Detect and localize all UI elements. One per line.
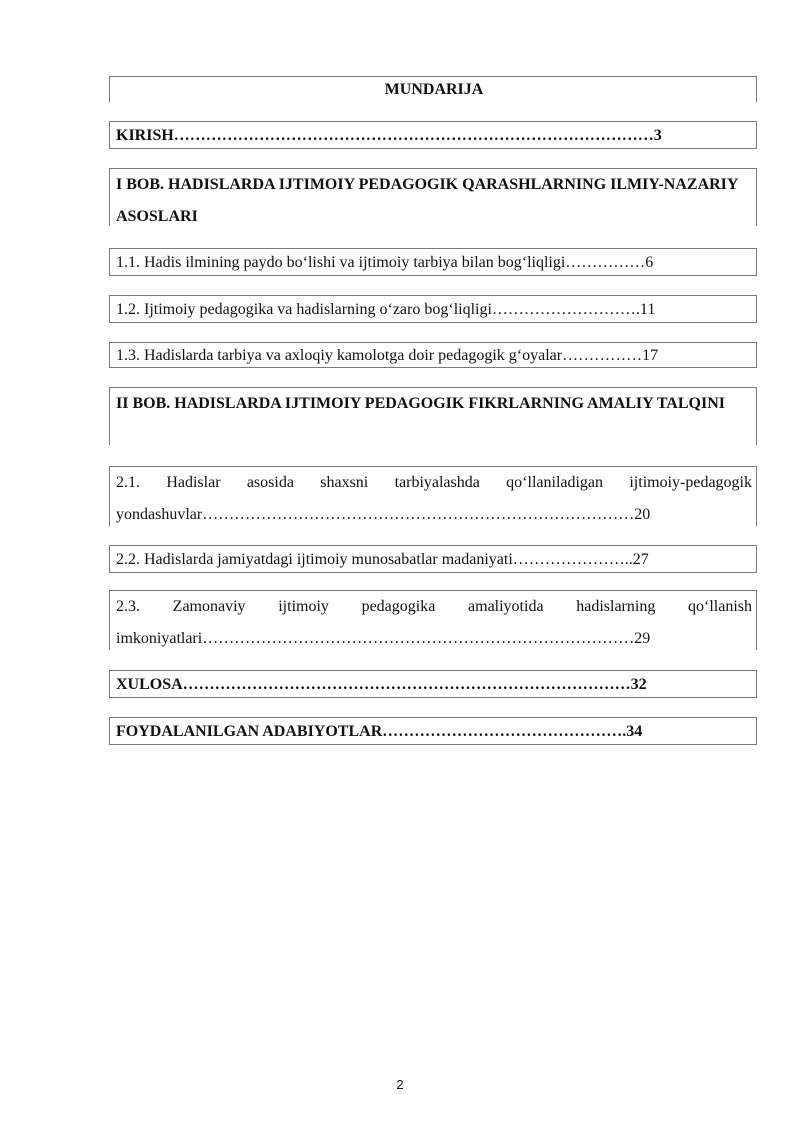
toc-entry-text: 1.2. Ijtimoiy pedagogika va hadislarning o‘zaro bog‘liqligi……………………….11 [116,301,656,318]
toc-entry-text: FOYDALANILGAN ADABIYOTLAR……………………………………….34 [116,723,643,740]
page-number: 2 [396,1077,404,1092]
toc-entry-1-1 [109,248,757,276]
toc-entry-1-2 [109,295,757,323]
toc-entry-text: KIRISH………………………………………………………………………………3 [116,127,662,144]
toc-title: MUNDARIJA [384,81,484,98]
toc-entry-kirish [109,121,757,149]
toc-entry-2-2 [109,545,757,573]
toc-entry-2-1 [109,466,757,526]
toc-entry-1-3 [109,342,757,368]
toc-entry-chapter-2 [109,387,757,445]
toc-entry-2-3 [109,590,757,650]
toc-entry-xulosa [109,670,757,698]
toc-entry-chapter-1 [109,168,757,226]
toc-entry-text: 2.3. Zamonaviy ijtimoiy pedagogika amaliyotida hadislarning qo‘llanish imkoniyatlari………………………………………………………………………29 [116,598,752,647]
toc-entry-text: 1.1. Hadis ilmining paydo bo‘lishi va ijtimoiy tarbiya bilan bog‘liqligi……………6 [116,254,654,271]
toc-entry-adabiyotlar [109,717,757,745]
toc-entry-text: II BOB. HADISLARDA IJTIMOIY PEDAGOGIK FIKRLARNING AMALIY TALQINI [116,395,725,412]
toc-entry-text: XULOSA…………………………………………………………………………32 [116,676,647,693]
toc-entry-text: 2.2. Hadislarda jamiyatdagi ijtimoiy munosabatlar madaniyati…………………..27 [116,551,649,568]
toc-entry-text: 1.3. Hadislarda tarbiya va axloqiy kamolotga doir pedagogik g‘oyalar……………17 [116,347,659,364]
toc-title-row [109,76,757,102]
toc-entry-text: I BOB. HADISLARDA IJTIMOIY PEDAGOGIK QARASHLARNING ILMIY-NAZARIY ASOSLARI [116,176,738,225]
toc-entry-text: 2.1. Hadislar asosida shaxsni tarbiyalashda qo‘llaniladigan ijtimoiy-pedagogik yondashuvlar………………………………………………………………………20 [116,474,752,523]
